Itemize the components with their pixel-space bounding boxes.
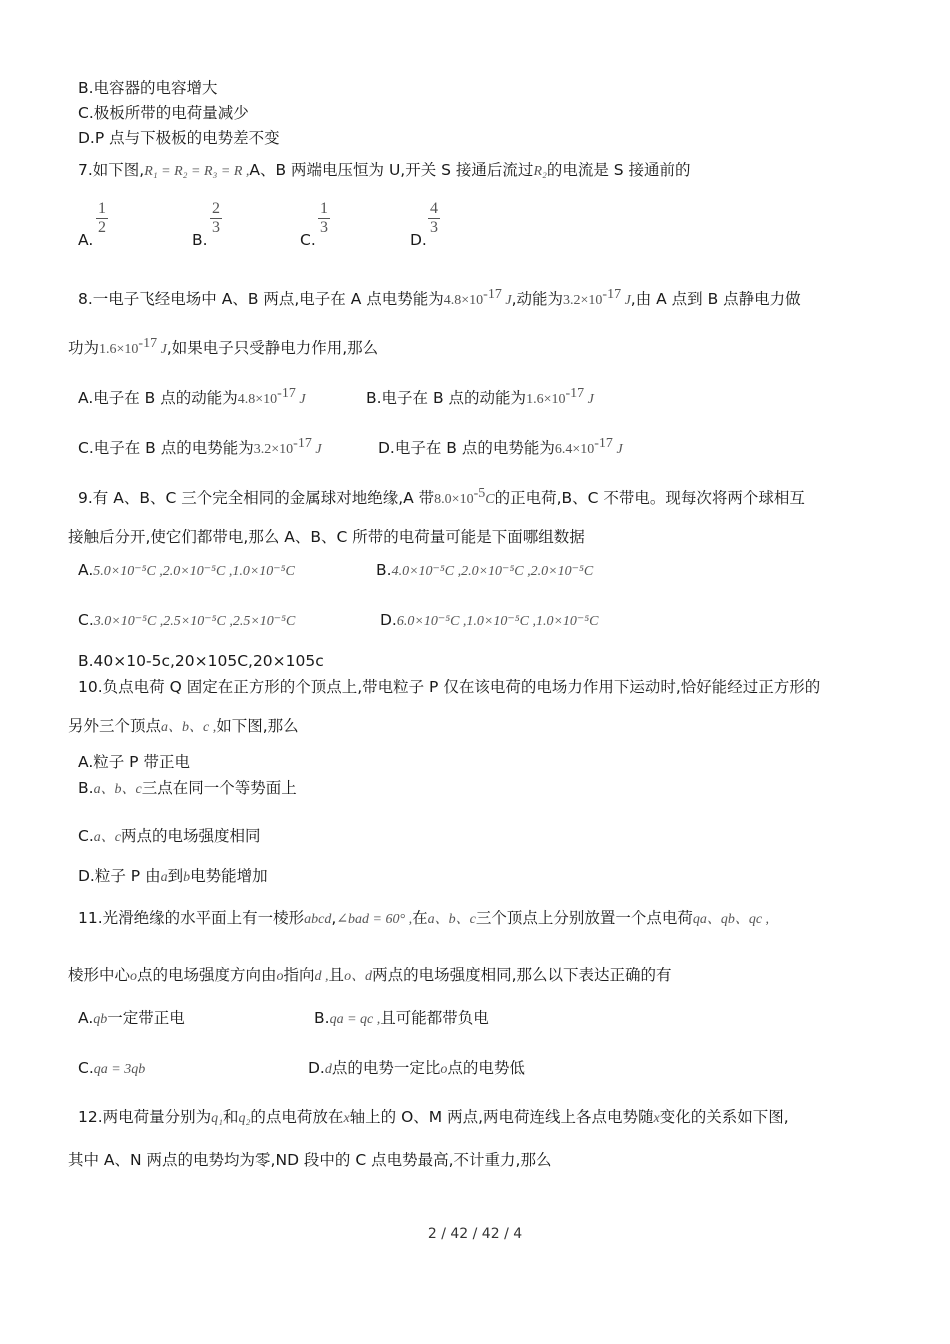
q7-option-b-fraction: 2 3 bbox=[212, 200, 220, 236]
q11-stem-line2: 棱形中心o点的电场强度方向由o指向d ,且o、d两点的电场强度相同,那么以下表达正确的有 bbox=[68, 966, 672, 984]
q12-stem-line1: 12.两电荷量分别为q₁和q₂的点电荷放在x轴上的 O、M 两点,两电荷连线上各点电势随x变化的关系如下图, bbox=[78, 1108, 789, 1126]
q10-option-b: B.a、b、c三点在同一个等势面上 bbox=[78, 779, 297, 797]
q9-stem-line1: 9.有 A、B、C 三个完全相同的金属球对地绝缘,A 带$8.0\times 10^{-5}C$的正电荷,B、C 不带电。现每次将两个球相互 bbox=[78, 486, 805, 508]
q10-stem-line1: 10.负点电荷 Q 固定在正方形的个顶点上,带电粒子 P 仅在该电荷的电场力作用下运动时,恰好能经过正方形的 bbox=[78, 678, 821, 696]
q11-option-d: D.d点的电势一定比o点的电势低 bbox=[308, 1059, 525, 1077]
q10-option-d: D.粒子 P 由a到b电势能增加 bbox=[78, 867, 268, 885]
q6-option-d: D.P 点与下极板的电势差不变 bbox=[78, 129, 280, 147]
q9-option-b: B.4.0×10⁻⁵C ,2.0×10⁻⁵C ,2.0×10⁻⁵C bbox=[376, 561, 594, 579]
q7-option-b-label: B. bbox=[192, 231, 208, 249]
q8-stem-line2: 功为$1.6\times 10^{-17}$ J,如果电子只受静电力作用,那么 bbox=[68, 336, 379, 358]
page-number: 2 / 42 / 42 / 4 bbox=[427, 1226, 523, 1242]
q10-stem-line2: 另外三个顶点a、b、c ,如下图,那么 bbox=[68, 717, 299, 735]
q9-stem-line2: 接触后分开,使它们都带电,那么 A、B、C 所带的电荷量可能是下面哪组数据 bbox=[68, 528, 585, 546]
q8-option-b: B.电子在 B 点的动能为$1.6\times 10^{-17}$ J bbox=[366, 386, 594, 408]
q7-option-a-label: A. bbox=[78, 231, 94, 249]
q7-stem: 7.如下图,R₁ = R₂ = R₃ = R ,A、B 两端电压恒为 U,开关 S 接通后流过R₂的电流是 S 接通前的 bbox=[78, 161, 691, 179]
q10-option-a: A.粒子 P 带正电 bbox=[78, 753, 190, 771]
q8-option-d: D.电子在 B 点的电势能为$6.4\times 10^{-17}$ J bbox=[378, 436, 623, 458]
q9-option-c: C.3.0×10⁻⁵C ,2.5×10⁻⁵C ,2.5×10⁻⁵C bbox=[78, 611, 296, 629]
q8-stem-line1: 8.一电子飞经电场中 A、B 两点,电子在 A 点电势能为$4.8\times 10^{-17}$ J,动能为$3.2\times 10^{-17}$ J,由 A 点到 B 点静电力做 bbox=[78, 287, 801, 309]
q9-extra-option: B.40×10-5c,20×105C,20×105c bbox=[78, 652, 324, 670]
q7-option-c-fraction: 1 3 bbox=[320, 200, 328, 236]
q11-option-a: A.qb一定带正电 bbox=[78, 1009, 185, 1027]
q7-option-d-label: D. bbox=[410, 231, 427, 249]
q6-option-b: B.电容器的电容增大 bbox=[78, 79, 218, 97]
q10-option-c: C.a、c两点的电场强度相同 bbox=[78, 827, 261, 845]
q7-option-c-label: C. bbox=[300, 231, 316, 249]
q9-option-d: D.6.0×10⁻⁵C ,1.0×10⁻⁵C ,1.0×10⁻⁵C bbox=[380, 611, 599, 629]
q8-option-a: A.电子在 B 点的动能为$4.8\times 10^{-17}$ J bbox=[78, 386, 306, 408]
q11-stem-line1: 11.光滑绝缘的水平面上有一棱形abcd,∠bad = 60° ,在a、b、c三个顶点上分别放置一个点电荷qa、qb、qc , bbox=[78, 909, 770, 927]
q12-stem-line2: 其中 A、N 两点的电势均为零,ND 段中的 C 点电势最高,不计重力,那么 bbox=[68, 1151, 552, 1169]
q6-option-c: C.极板所带的电荷量减少 bbox=[78, 104, 249, 122]
q7-option-d-fraction: 4 3 bbox=[430, 200, 438, 236]
q7-resistor-equation: R₁ = R₂ = R₃ = R , bbox=[144, 164, 250, 179]
q7-option-a-fraction: 1 2 bbox=[98, 200, 106, 236]
q8-option-c: C.电子在 B 点的电势能为$3.2\times 10^{-17}$ J bbox=[78, 436, 322, 458]
q11-option-b: B.qa = qc ,且可能都带负电 bbox=[314, 1009, 489, 1027]
q7-r2-symbol: R₂ bbox=[533, 164, 547, 179]
q9-option-a: A.5.0×10⁻⁵C ,2.0×10⁻⁵C ,1.0×10⁻⁵C bbox=[78, 561, 295, 579]
q11-option-c: C.qa = 3qb bbox=[78, 1059, 146, 1077]
